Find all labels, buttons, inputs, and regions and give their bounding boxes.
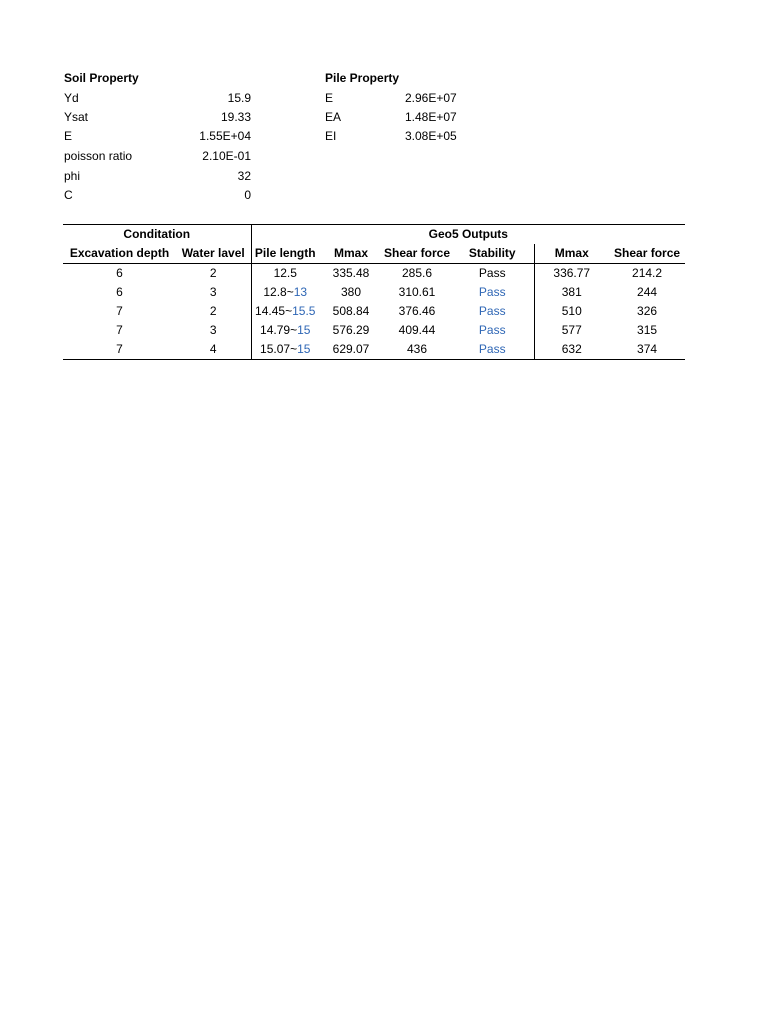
cell-water: 4 bbox=[176, 340, 251, 360]
cell-water: 3 bbox=[209, 285, 217, 299]
pile-property-title: Pile Property bbox=[325, 71, 400, 85]
cell-shear-2: 315 bbox=[637, 323, 658, 337]
cell-depth: 7 bbox=[63, 340, 176, 360]
cell-pile-length bbox=[251, 340, 319, 360]
cell-shear: 376.46 bbox=[398, 304, 436, 318]
pile-length-adjusted: 15.5 bbox=[292, 304, 316, 318]
col-header-shear-force-2: Shear force bbox=[609, 244, 685, 264]
pile-length-sep: ~ bbox=[285, 304, 293, 318]
pile-length-adjusted: 13 bbox=[293, 285, 308, 299]
cell-mmax: 576.29 bbox=[332, 323, 370, 337]
cell-mmax: 380 bbox=[340, 285, 362, 299]
col-header-excavation-depth: Excavation depth bbox=[63, 244, 176, 264]
cell-mmax: 335.48 bbox=[332, 266, 370, 280]
col-header-water-level: Water lavel bbox=[176, 244, 251, 264]
pile-length-value: 14.79 bbox=[260, 323, 291, 337]
cell-mmax-2: 577 bbox=[534, 321, 609, 340]
cell-water: 3 bbox=[209, 323, 217, 337]
cell-pile-length bbox=[251, 283, 319, 302]
soil-value-yd: 15.9 bbox=[227, 91, 251, 105]
pile-length-value: 14.45 bbox=[255, 304, 286, 318]
cell-stability: Pass bbox=[478, 323, 506, 337]
col-header-mmax: Mmax bbox=[319, 244, 383, 264]
pile-length-value: 12.5 bbox=[273, 266, 297, 280]
soil-value-c: 0 bbox=[244, 188, 251, 202]
cell-depth: 7 bbox=[116, 304, 123, 318]
cell-mmax-2: 336.77 bbox=[534, 264, 609, 284]
cell-shear-2: 244 bbox=[637, 285, 658, 299]
pile-value-ei: 3.08E+05 bbox=[405, 129, 457, 143]
col-header-pile-length: Pile length bbox=[251, 244, 319, 264]
pile-length-value: 12.8 bbox=[263, 285, 287, 299]
cell-pile-length bbox=[251, 321, 319, 340]
soil-label-ysat: Ysat bbox=[64, 110, 89, 124]
cell-depth: 7 bbox=[116, 323, 123, 337]
pile-length-sep: ~ bbox=[290, 342, 298, 356]
group-outputs-header: Geo5 Outputs bbox=[251, 225, 685, 245]
table-row bbox=[63, 302, 685, 321]
cell-water: 2 bbox=[209, 266, 217, 280]
table-row bbox=[63, 264, 685, 284]
pile-length-sep: ~ bbox=[290, 323, 298, 337]
cell-pile-length bbox=[251, 264, 319, 284]
pile-length-adjusted: 15 bbox=[297, 342, 311, 356]
results-table bbox=[63, 224, 685, 360]
table-row bbox=[63, 321, 685, 340]
soil-label-poisson: poisson ratio bbox=[64, 149, 133, 163]
soil-value-ysat: 19.33 bbox=[220, 110, 251, 124]
soil-value-poisson: 2.10E-01 bbox=[202, 149, 251, 163]
table-column-header-row bbox=[63, 244, 685, 264]
pile-value-e: 2.96E+07 bbox=[405, 91, 457, 105]
soil-label-e: E bbox=[64, 129, 73, 143]
cell-depth: 6 bbox=[116, 285, 123, 299]
cell-stability: Pass bbox=[478, 285, 506, 299]
cell-water: 2 bbox=[209, 304, 217, 318]
cell-mmax-2: 381 bbox=[534, 283, 609, 302]
cell-shear-2: 326 bbox=[637, 304, 658, 318]
soil-label-phi: phi bbox=[64, 169, 81, 183]
soil-value-phi: 32 bbox=[237, 169, 251, 183]
cell-pile-length bbox=[251, 302, 319, 321]
pile-value-ea: 1.48E+07 bbox=[405, 110, 457, 124]
soil-property-title: Soil Property bbox=[64, 71, 139, 85]
pile-label-ea: EA bbox=[325, 110, 342, 124]
cell-shear-2: 214.2 bbox=[632, 266, 663, 280]
cell-mmax: 629.07 bbox=[319, 340, 383, 360]
col-header-mmax-2: Mmax bbox=[534, 244, 609, 264]
col-header-stability: Stability bbox=[451, 244, 534, 264]
pile-length-value: 15.07 bbox=[260, 342, 291, 356]
cell-shear-2: 374 bbox=[609, 340, 685, 360]
cell-mmax-2: 510 bbox=[534, 302, 609, 321]
soil-label-yd: Yd bbox=[64, 91, 79, 105]
group-conditions-header: Conditation bbox=[63, 225, 251, 245]
cell-depth: 6 bbox=[116, 266, 123, 280]
soil-label-c: C bbox=[64, 188, 73, 202]
soil-value-e: 1.55E+04 bbox=[199, 129, 251, 143]
cell-mmax: 508.84 bbox=[332, 304, 370, 318]
table-group-header-row bbox=[63, 225, 685, 245]
table-row bbox=[63, 283, 685, 302]
cell-stability: Pass bbox=[451, 340, 534, 360]
cell-shear: 285.6 bbox=[401, 266, 433, 280]
pile-length-sep: ~ bbox=[286, 285, 294, 299]
table-row bbox=[63, 340, 685, 360]
pile-label-ei: EI bbox=[325, 129, 337, 143]
col-header-shear-force: Shear force bbox=[383, 244, 451, 264]
cell-mmax-2: 632 bbox=[534, 340, 609, 360]
cell-shear: 436 bbox=[383, 340, 451, 360]
cell-shear: 409.44 bbox=[398, 323, 436, 337]
cell-stability: Pass bbox=[478, 304, 506, 318]
pile-label-e: E bbox=[325, 91, 334, 105]
cell-stability: Pass bbox=[478, 266, 506, 280]
cell-shear: 310.61 bbox=[398, 285, 436, 299]
pile-length-adjusted: 15 bbox=[297, 323, 311, 337]
